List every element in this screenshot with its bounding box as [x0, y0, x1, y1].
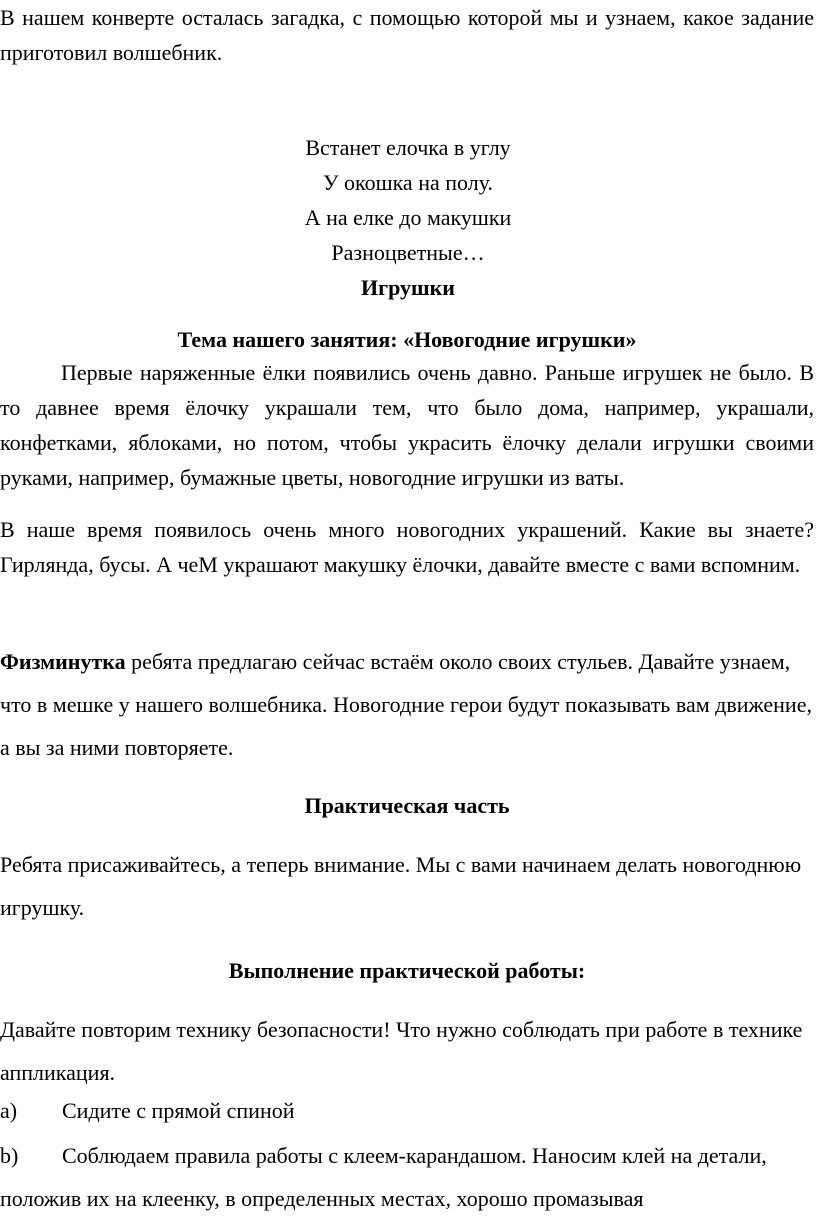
rule-text: Соблюдаем правила работы с клеем-карандашом. Наносим клей на детали, положив их на клеенку, в определенных местах, хорошо промазывая: [0, 1143, 767, 1211]
riddle-poem: [0, 130, 816, 305]
safety-paragraph: Давайте повторим технику безопасности! Что нужно соблюдать при работе в технике аппликация.: [0, 1017, 803, 1085]
modern-paragraph: В наше время появилось очень много новогодних украшений. Какие вы знаете? Гирлянда, бусы. А чеМ украшают макушку ёлочки, давайте вместе с вами вспомним.: [0, 517, 814, 577]
rule-text: Сидите с прямой спиной: [62, 1098, 295, 1123]
practical-heading: Практическая часть: [304, 793, 510, 818]
riddle-line: Разноцветные…: [331, 240, 485, 265]
riddle-answer: Игрушки: [361, 275, 455, 300]
topic-heading: Тема нашего занятия: «Новогодние игрушки»: [177, 327, 637, 352]
riddle-line: У окошка на полу.: [322, 170, 493, 195]
riddle-line: Встанет елочка в углу: [305, 135, 511, 160]
practical-paragraph: Ребята присаживайтесь, а теперь внимание. Мы с вами начинаем делать новогоднюю игрушку.: [0, 852, 802, 920]
physical-break-label: Физминутка: [0, 649, 126, 674]
rule-marker: a): [0, 1098, 18, 1123]
physical-break-text: ребята предлагаю сейчас встаём около своих стульев. Давайте узнаем, что в мешке у нашего волшебника. Новогодние герои будут показывать вам движение, а вы за ними повторяете.: [0, 649, 812, 760]
rule-item: [0, 1089, 814, 1132]
intro-paragraph: В нашем конверте осталась загадка, с помощью которой мы и узнаем, какое задание приготовил волшебник.: [0, 5, 814, 65]
rule-item: [0, 1134, 814, 1220]
riddle-line: А на елке до макушки: [304, 205, 512, 230]
execution-heading: Выполнение практической работы:: [228, 958, 586, 983]
physical-break-paragraph: [0, 640, 814, 769]
history-paragraph: Первые наряженные ёлки появились очень давно. Раньше игрушек не было. В то давнее время ёлочку украшали тем, что было дома, например, украшали, конфетками, яблоками, но потом, чтобы украсить ёлочку делали игрушки своими руками, например, бумажные цветы, новогодние игрушки из ваты.: [0, 360, 814, 490]
rule-marker: b): [0, 1143, 19, 1168]
